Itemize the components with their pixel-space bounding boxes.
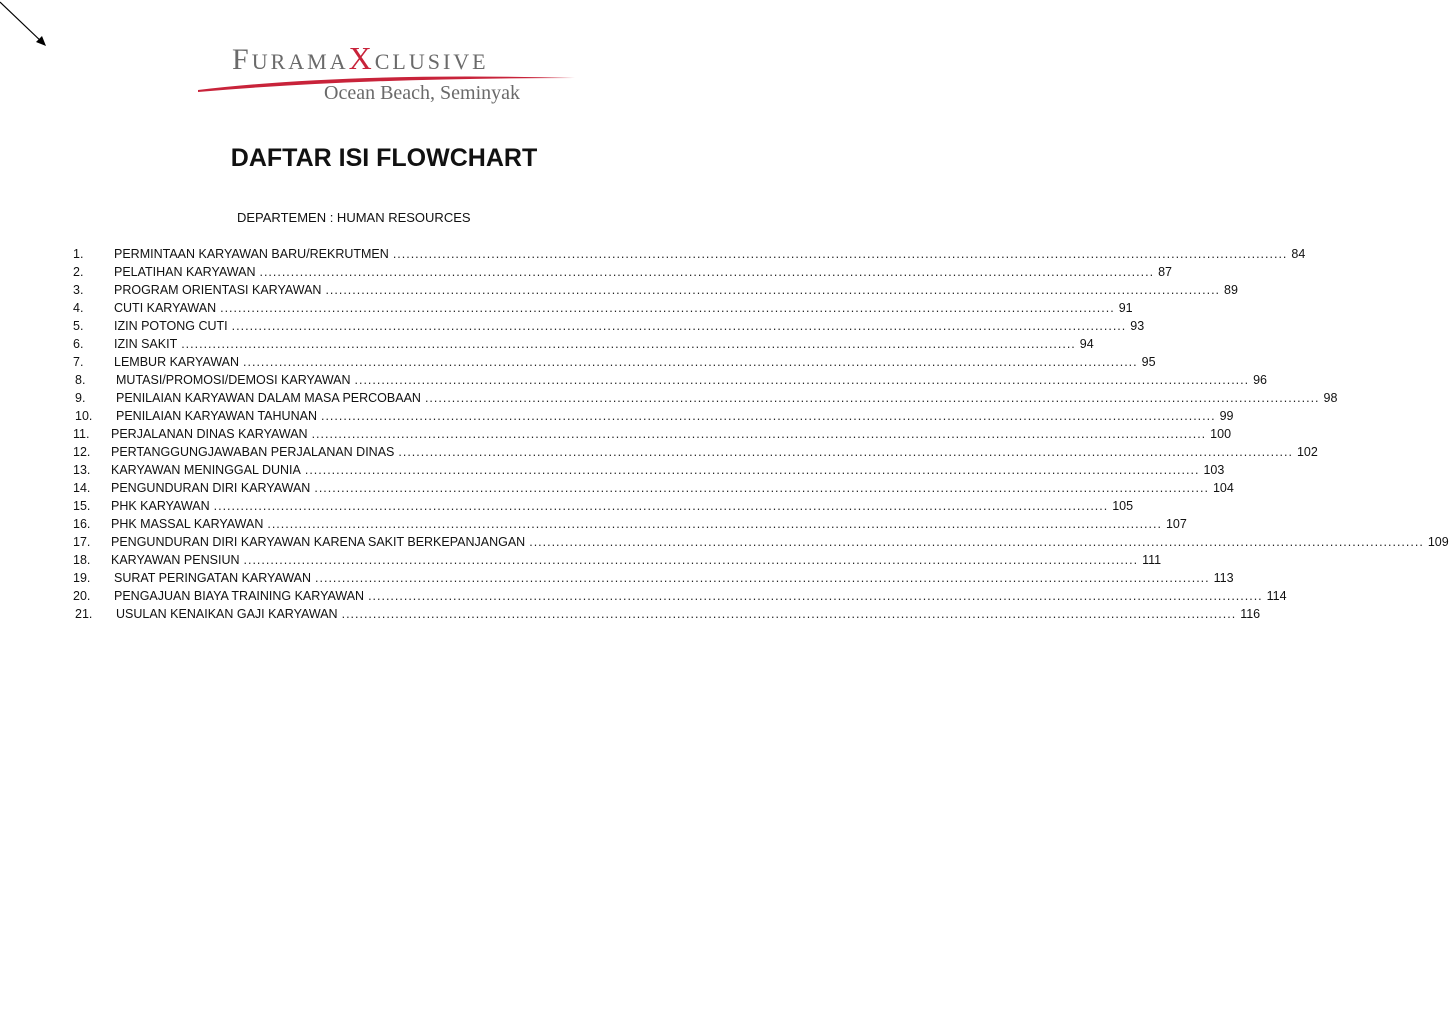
document-title: DAFTAR ISI FLOWCHART xyxy=(230,144,538,172)
toc-entry xyxy=(114,299,1133,317)
toc-leader-dots: ........................................................................................................................................................................................................ xyxy=(213,499,1109,513)
toc-number: 6. xyxy=(73,337,84,351)
toc-label: PHK KARYAWAN xyxy=(111,499,210,513)
toc-entry xyxy=(111,515,1187,533)
toc-entry xyxy=(111,533,1449,551)
toc-entry xyxy=(114,335,1094,353)
toc-row xyxy=(0,479,1234,497)
toc-label: PROGRAM ORIENTASI KARYAWAN xyxy=(114,283,322,297)
toc-label: PENILAIAN KARYAWAN DALAM MASA PERCOBAAN xyxy=(116,391,421,405)
toc-row xyxy=(0,569,1234,587)
toc-row xyxy=(0,551,1162,569)
toc-page-number: 107 xyxy=(1165,517,1187,531)
toc-number: 12. xyxy=(73,445,91,459)
toc-label: PENGAJUAN BIAYA TRAINING KARYAWAN xyxy=(114,589,365,603)
toc-leader-dots: ........................................................................................................................................................................................................ xyxy=(181,337,1076,351)
toc-leader-dots: ........................................................................................................................................................................................................ xyxy=(304,463,1200,477)
toc-page-number: 91 xyxy=(1118,301,1133,315)
toc-page-number: 99 xyxy=(1219,409,1234,423)
toc-row xyxy=(0,443,1318,461)
toc-leader-dots: ........................................................................................................................................................................................................ xyxy=(320,409,1216,423)
toc-page-number: 100 xyxy=(1210,427,1232,441)
toc-entry xyxy=(116,371,1268,389)
toc-leader-dots: ........................................................................................................................................................................................................ xyxy=(220,301,1115,315)
toc-entry xyxy=(114,353,1156,371)
toc-number: 3. xyxy=(73,283,84,297)
toc-row xyxy=(0,461,1225,479)
toc-label: PHK MASSAL KARYAWAN xyxy=(111,517,264,531)
toc-row xyxy=(0,407,1234,425)
department-label: DEPARTEMEN : HUMAN RESOURCES xyxy=(237,210,471,225)
toc-number: 9. xyxy=(75,391,86,405)
toc-leader-dots: ........................................................................................................................................................................................................ xyxy=(315,571,1210,585)
logo-subtitle: Ocean Beach, Seminyak xyxy=(324,82,521,104)
toc-number: 7. xyxy=(73,355,84,369)
toc-leader-dots: ........................................................................................................................................................................................................ xyxy=(311,427,1207,441)
toc-page-number: 113 xyxy=(1213,571,1234,585)
toc-entry xyxy=(111,425,1232,443)
toc-row xyxy=(0,587,1287,605)
toc-number: 14. xyxy=(73,481,91,495)
toc-number: 11. xyxy=(73,427,90,441)
toc-number: 13. xyxy=(73,463,91,477)
toc-leader-dots: ........................................................................................................................................................................................................ xyxy=(368,589,1263,603)
toc-label: LEMBUR KARYAWAN xyxy=(114,355,240,369)
toc-leader-dots: ........................................................................................................................................................................................................ xyxy=(392,247,1288,261)
toc-page-number: 89 xyxy=(1224,283,1238,297)
toc-number: 21. xyxy=(75,607,93,621)
toc-page-number: 103 xyxy=(1203,463,1225,477)
toc-page-number: 84 xyxy=(1291,247,1306,261)
toc-page-number: 87 xyxy=(1158,265,1172,279)
toc-row xyxy=(0,281,1238,299)
toc-entry xyxy=(111,461,1225,479)
toc-row xyxy=(0,335,1094,353)
toc-entry xyxy=(111,497,1134,515)
toc-entry xyxy=(114,317,1145,335)
toc-leader-dots: ........................................................................................................................................................................................................ xyxy=(325,283,1221,297)
toc-row xyxy=(0,317,1145,335)
toc-row xyxy=(0,533,1449,551)
toc-label: PELATIHAN KARYAWAN xyxy=(114,265,256,279)
logo-wordmark: FURAMAXCLUSIVE xyxy=(232,40,489,76)
toc-entry xyxy=(114,569,1234,587)
toc-leader-dots: ........................................................................................................................................................................................................ xyxy=(243,355,1138,369)
toc-number: 2. xyxy=(73,265,84,279)
toc-page-number: 102 xyxy=(1296,445,1318,459)
toc-row xyxy=(0,389,1338,407)
toc-leader-dots: ........................................................................................................................................................................................................ xyxy=(424,391,1320,405)
toc-entry xyxy=(114,587,1287,605)
toc-label: MUTASI/PROMOSI/DEMOSI KARYAWAN xyxy=(116,373,351,387)
toc-label: PERTANGGUNGJAWABAN PERJALANAN DINAS xyxy=(111,445,395,459)
toc-page-number: 104 xyxy=(1212,481,1234,495)
toc-number: 15. xyxy=(73,499,91,513)
toc-number: 18. xyxy=(73,553,91,567)
toc-page-number: 114 xyxy=(1266,589,1287,603)
table-of-contents xyxy=(0,245,1449,623)
toc-page-number: 93 xyxy=(1130,319,1145,333)
toc-leader-dots: ........................................................................................................................................................................................................ xyxy=(231,319,1127,333)
toc-row xyxy=(0,353,1156,371)
toc-page-number: 95 xyxy=(1141,355,1156,369)
toc-leader-dots: ........................................................................................................................................................................................................ xyxy=(354,373,1250,387)
toc-label: SURAT PERINGATAN KARYAWAN xyxy=(114,571,312,585)
toc-number: 10. xyxy=(75,409,93,423)
toc-row xyxy=(0,299,1133,317)
toc-label: PERJALANAN DINAS KARYAWAN xyxy=(111,427,308,441)
company-logo xyxy=(190,36,580,116)
toc-label: PENGUNDURAN DIRI KARYAWAN xyxy=(111,481,311,495)
toc-row xyxy=(0,497,1134,515)
toc-leader-dots: ........................................................................................................................................................................................................ xyxy=(529,535,1424,549)
toc-number: 4. xyxy=(73,301,84,315)
toc-number: 17. xyxy=(73,535,91,549)
toc-page-number: 109 xyxy=(1427,535,1449,549)
toc-page-number: 116 xyxy=(1240,607,1261,621)
toc-leader-dots: ........................................................................................................................................................................................................ xyxy=(243,553,1139,567)
toc-entry xyxy=(116,389,1338,407)
toc-label: KARYAWAN MENINGGAL DUNIA xyxy=(111,463,301,477)
toc-number: 20. xyxy=(73,589,91,603)
toc-entry xyxy=(111,551,1162,569)
toc-leader-dots: ........................................................................................................................................................................................................ xyxy=(267,517,1162,531)
toc-label: IZIN SAKIT xyxy=(114,337,178,351)
toc-row xyxy=(0,425,1232,443)
toc-entry xyxy=(111,479,1234,497)
toc-number: 5. xyxy=(73,319,84,333)
toc-label: USULAN KENAIKAN GAJI KARYAWAN xyxy=(116,607,338,621)
toc-row xyxy=(0,263,1172,281)
toc-entry xyxy=(114,263,1172,281)
toc-row xyxy=(0,371,1268,389)
toc-row xyxy=(0,515,1187,533)
toc-leader-dots: ........................................................................................................................................................................................................ xyxy=(259,265,1155,279)
toc-leader-dots: ........................................................................................................................................................................................................ xyxy=(398,445,1293,459)
toc-page-number: 96 xyxy=(1253,373,1268,387)
toc-entry xyxy=(114,245,1306,263)
toc-label: IZIN POTONG CUTI xyxy=(114,319,228,333)
toc-leader-dots: ........................................................................................................................................................................................................ xyxy=(314,481,1209,495)
toc-page-number: 98 xyxy=(1323,391,1338,405)
toc-number: 19. xyxy=(73,571,91,585)
toc-entry xyxy=(114,281,1238,299)
toc-entry xyxy=(116,605,1261,623)
toc-label: PENILAIAN KARYAWAN TAHUNAN xyxy=(116,409,317,423)
toc-leader-dots: ........................................................................................................................................................................................................ xyxy=(341,607,1237,621)
toc-page-number: 111 xyxy=(1142,553,1162,567)
toc-entry xyxy=(116,407,1234,425)
toc-label: KARYAWAN PENSIUN xyxy=(111,553,240,567)
toc-number: 16. xyxy=(73,517,91,531)
toc-number: 8. xyxy=(75,373,86,387)
toc-entry xyxy=(111,443,1318,461)
toc-page-number: 94 xyxy=(1079,337,1094,351)
toc-number: 1. xyxy=(73,247,84,261)
toc-label: PERMINTAAN KARYAWAN BARU/REKRUTMEN xyxy=(114,247,389,261)
toc-row xyxy=(0,605,1261,623)
arrow-icon xyxy=(0,0,60,55)
toc-row xyxy=(0,245,1306,263)
toc-label: PENGUNDURAN DIRI KARYAWAN KARENA SAKIT BERKEPANJANGAN xyxy=(111,535,526,549)
toc-page-number: 105 xyxy=(1112,499,1134,513)
toc-label: CUTI KARYAWAN xyxy=(114,301,217,315)
